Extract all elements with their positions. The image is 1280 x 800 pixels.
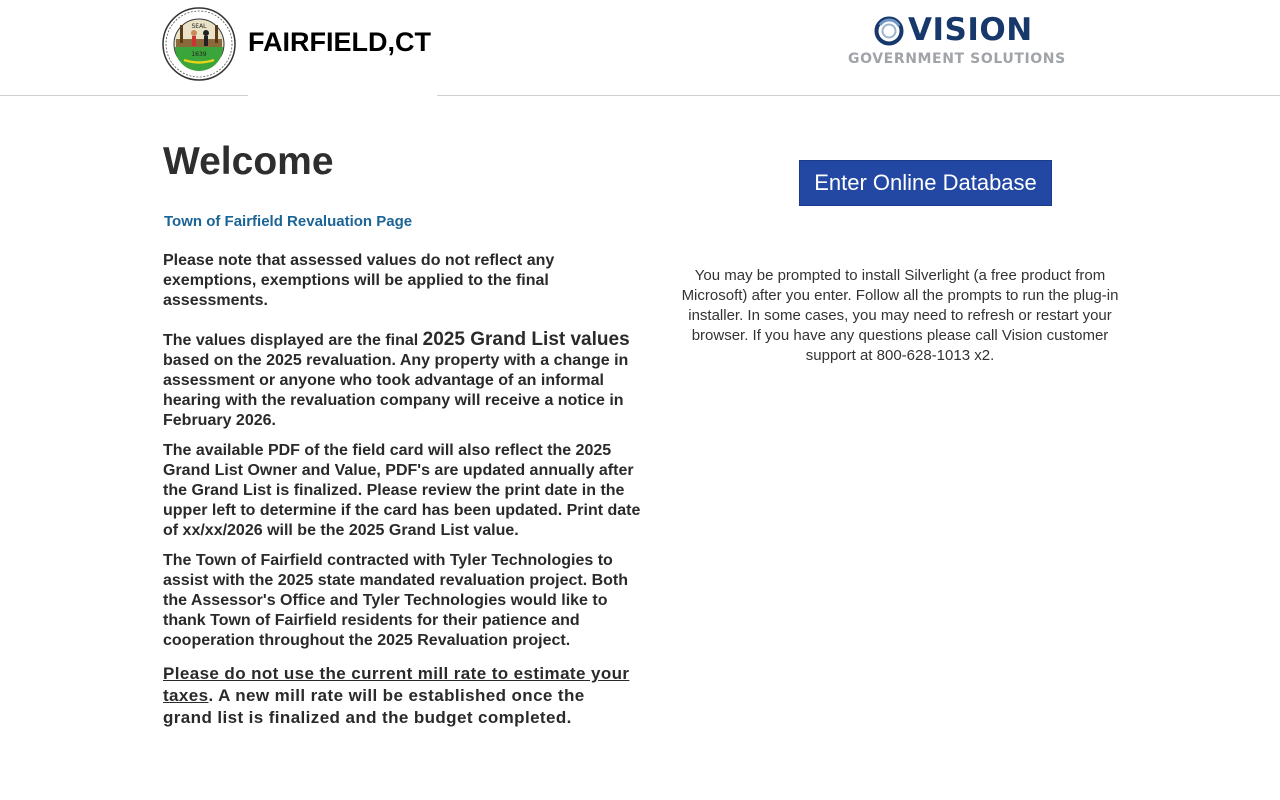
vision-swirl-icon bbox=[874, 16, 904, 46]
exemptions-notice: Please note that assessed values do not reflect any exemptions, exemptions will be applied to the final assessments. bbox=[163, 252, 555, 309]
svg-text:SEAL: SEAL bbox=[191, 23, 207, 30]
page-title: Welcome bbox=[163, 140, 334, 183]
vision-wordmark: VISION bbox=[908, 12, 1033, 48]
vision-government-solutions-logo bbox=[848, 12, 1066, 72]
pdf-field-card-notice: The available PDF of the field card will also reflect the 2025 Grand List Owner and Value, PDF's are updated annually after the Grand List is finalized. Please review the print date in the upper left to determine if the card has been updated. Print date of xx/xx/2026 will be the 2025 Grand List value. bbox=[163, 442, 641, 539]
vision-subtitle: GOVERNMENT SOLUTIONS bbox=[848, 51, 1066, 67]
silverlight-install-note: You may be prompted to install Silverlight (a free product from Microsoft) after you enter. Follow all the prompts to run the plug-in installer. In some cases, you may need to refresh or restart your browser. If you have any questions please call Vision customer support at 800-628-1013 x2. bbox=[681, 267, 1119, 364]
grand-list-suffix: based on the 2025 revaluation. Any property with a change in assessment or anyone who took advantage of an informal hearing with the revaluation company will receive a notice in February 2026. bbox=[163, 352, 629, 429]
grand-list-notice bbox=[163, 330, 633, 431]
revaluation-page-link[interactable]: Town of Fairfield Revaluation Page bbox=[164, 213, 413, 230]
mill-rate-warning: Please do not use the current mill rate to estimate your taxes bbox=[163, 664, 630, 705]
tyler-technologies-notice: The Town of Fairfield contracted with Tyler Technologies to assist with the 2025 state mandated revaluation project. Both the Assessor's Office and Tyler Technologies would like to thank Town of Fairfield residents for their patience and cooperation throughout the 2025 Revaluation project. bbox=[163, 552, 629, 649]
header-title-underlap bbox=[248, 94, 437, 98]
town-title: FAIRFIELD,CT bbox=[248, 27, 431, 57]
site-header bbox=[0, 0, 1280, 96]
mill-rate-notice bbox=[163, 663, 633, 729]
town-seal-icon bbox=[162, 7, 236, 81]
grand-list-prefix: The values displayed are the final bbox=[163, 332, 423, 349]
mill-rate-rest: . A new mill rate will be established once the grand list is finalized and the budget completed. bbox=[163, 686, 585, 727]
grand-list-emphasis: 2025 Grand List values bbox=[422, 329, 630, 350]
enter-online-database-button[interactable]: Enter Online Database bbox=[799, 160, 1052, 206]
svg-text:1639: 1639 bbox=[191, 51, 207, 58]
